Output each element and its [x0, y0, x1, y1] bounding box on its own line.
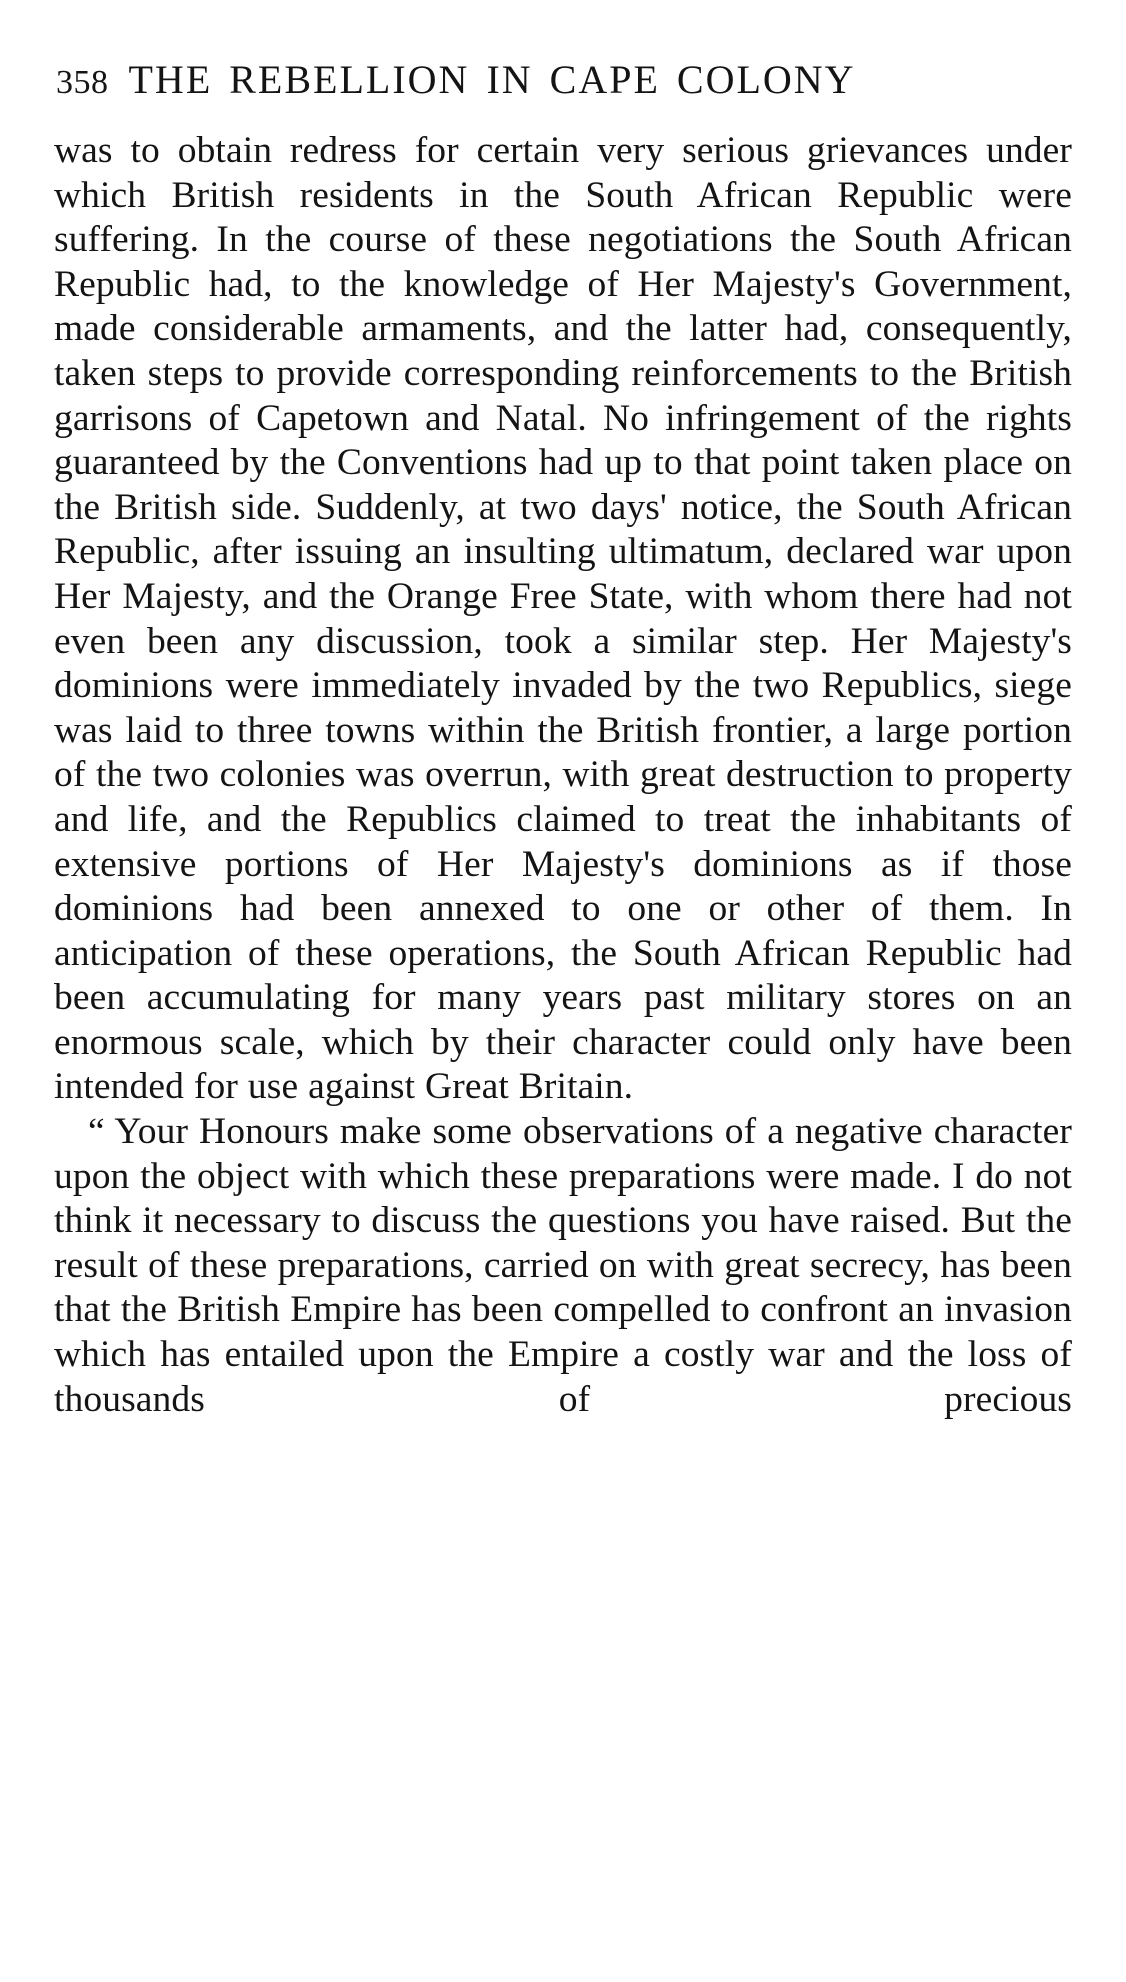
- body-text: [52, 129, 1074, 1467]
- page-number: 358: [56, 64, 109, 101]
- page-title: THE REBELLION IN CAPE COLONY: [128, 57, 856, 102]
- running-head: [52, 56, 1074, 103]
- paragraph-2: “ Your Honours make some observations of a negative character upon the object with which these preparations were made. I do not think it necessary to discuss the questions you have raised. But the result of these preparations, carried on with great secrecy, has been that the British Empire has been compelled to confront an invasion which has entailed upon the Empire a costly war and the loss of thousands of precious: [54, 1111, 1072, 1420]
- paragraph-1: was to obtain redress for certain very serious grievances under which British residents in the South African Republic were suffering. In the course of these negotiations the South African Republic had, to the knowledge of Her Majesty's Government, made considerable armaments, and the latter had, consequently, taken steps to provide corresponding reinforcements to the British garrisons of Capetown and Natal. No infringement of the rights guaranteed by the Conventions had up to that point taken place on the British side. Suddenly, at two days' notice, the South African Republic, after issuing an insulting ultimatum, declared war upon Her Majesty, and the Orange Free State, with whom there had not even been any discussion, took a similar step. Her Majesty's dominions were immediately invaded by the two Republics, siege was laid to three towns within the British frontier, a large portion of the two colonies was overrun, with great destruction to property and life, and the Republics claimed to treat the inhabitants of extensive portions of Her Majesty's dominions as if those dominions had been annexed to one or other of them. In anticipation of these operations, the South African Republic had been accumulating for many years past military stores on an enormous scale, which by their character could only have been intended for use against Great Britain.: [54, 130, 1072, 1108]
